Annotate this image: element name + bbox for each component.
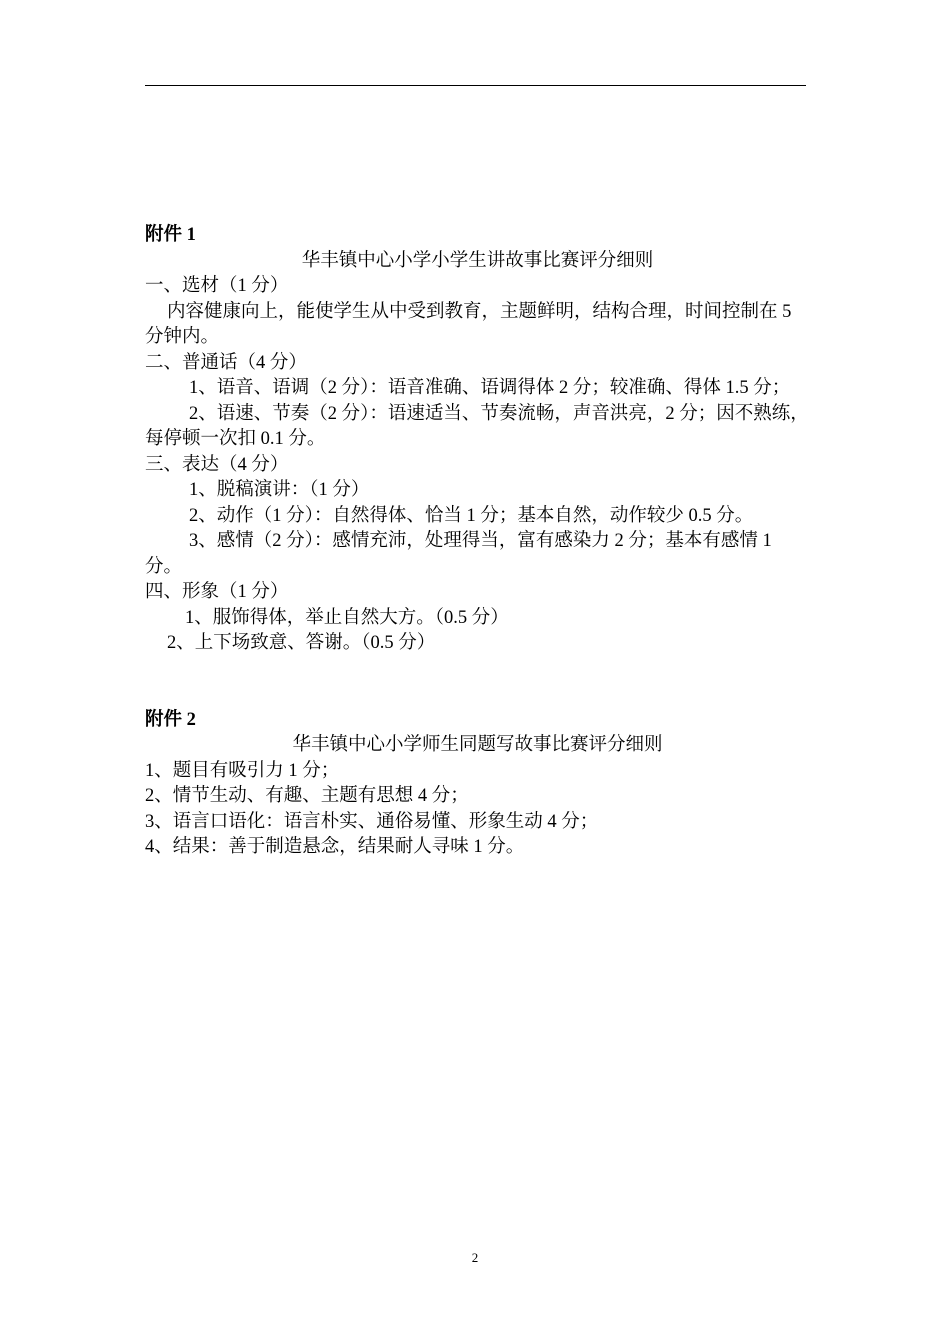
attachment-2-item-3: 3、语言口语化：语言朴实、通俗易懂、形象生动 4 分； bbox=[145, 811, 599, 832]
section-2-item-1: 1、语音、语调（2 分）：语音准确、语调得体 2 分；较准确、得体 1.5 分； bbox=[189, 378, 791, 398]
attachment-2-label: 附件 2 bbox=[145, 709, 196, 730]
section-3-item-3: 3、感情（2 分）：感情充沛，处理得当，富有感染力 2 分；基本有感情 1 分。 bbox=[145, 531, 772, 577]
attachment-2-item-2: 2、情节生动、有趣、主题有思想 4 分； bbox=[145, 786, 469, 806]
attachment-2-title: 华丰镇中心小学师生同题写故事比赛评分细则 bbox=[292, 735, 663, 755]
section-4-item-2: 2、上下场致意、答谢。（0.5 分） bbox=[167, 633, 436, 653]
section-3-heading: 三、表达（4 分） bbox=[145, 454, 289, 475]
attachment-1-label: 附件 1 bbox=[145, 225, 196, 245]
section-2-item-2: 2、语速、节奏（2 分）：语速适当、节奏流畅，声音洪亮，2 分；因不熟练，每停顿一次扣 0.1 分。 bbox=[145, 403, 809, 449]
section-3-item-1: 1、脱稿演讲：（1 分） bbox=[189, 480, 370, 500]
section-1-heading: 一、选材（1 分） bbox=[145, 276, 289, 296]
section-4-heading: 四、形象（1 分） bbox=[145, 582, 289, 602]
attachment-1-title: 华丰镇中心小学小学生讲故事比赛评分细则 bbox=[301, 250, 654, 271]
section-2-heading: 二、普通话（4 分） bbox=[145, 352, 307, 373]
attachment-2-item-4: 4、结果：善于制造悬念，结果耐人寻味 1 分。 bbox=[145, 837, 525, 857]
page-number: 2 bbox=[471, 1250, 479, 1265]
attachment-2-item-1: 1、题目有吸引力 1 分； bbox=[145, 760, 340, 781]
section-3-item-2: 2、动作（1 分）：自然得体、恰当 1 分；基本自然，动作较少 0.5 分。 bbox=[189, 505, 754, 526]
section-1-body: 内容健康向上，能使学生从中受到教育，主题鲜明，结构合理，时间控制在 5 分钟内。 bbox=[145, 301, 792, 347]
section-gap bbox=[145, 657, 810, 708]
document-body bbox=[145, 223, 810, 861]
section-4-item-1: 1、服饰得体，举止自然大方。（0.5 分） bbox=[185, 607, 509, 628]
header-rule bbox=[145, 85, 806, 86]
